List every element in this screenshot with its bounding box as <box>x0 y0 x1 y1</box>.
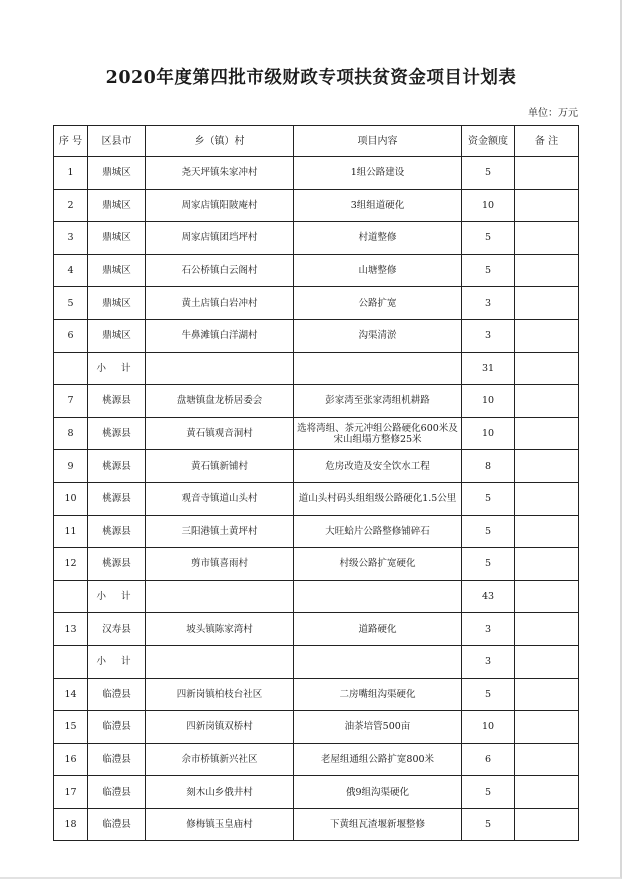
cell-no: 17 <box>54 776 88 809</box>
cell-county: 桃源县 <box>88 385 146 418</box>
cell-note <box>515 287 579 320</box>
cell-county: 桃源县 <box>88 548 146 581</box>
cell-village: 尧天坪镇朱家冲村 <box>146 157 294 190</box>
table-row <box>54 482 579 515</box>
cell-village: 黄石镇观音洞村 <box>146 417 294 450</box>
table-row <box>54 157 579 190</box>
header-no: 序 号 <box>54 126 88 157</box>
funding-plan-table <box>53 125 579 841</box>
cell-village: 周家店镇阳陂庵村 <box>146 189 294 222</box>
cell-note <box>515 352 579 385</box>
cell-no: 18 <box>54 808 88 841</box>
table-row <box>54 450 579 483</box>
unit-label: 单位：万元 <box>528 108 578 119</box>
table-row <box>54 678 579 711</box>
cell-no: 16 <box>54 743 88 776</box>
cell-village: 刻木山乡俄井村 <box>146 776 294 809</box>
cell-amount: 6 <box>462 743 515 776</box>
table-row <box>54 548 579 581</box>
cell-amount: 5 <box>462 222 515 255</box>
cell-amount: 31 <box>462 352 515 385</box>
cell-county: 小 计 <box>88 645 146 678</box>
cell-no: 9 <box>54 450 88 483</box>
cell-village: 四新岗镇柏枝台社区 <box>146 678 294 711</box>
cell-village: 黄石镇新铺村 <box>146 450 294 483</box>
cell-village: 黄土店镇白岩冲村 <box>146 287 294 320</box>
cell-note <box>515 678 579 711</box>
table-header-row <box>54 126 579 157</box>
cell-village: 石公桥镇白云阁村 <box>146 254 294 287</box>
cell-no: 10 <box>54 482 88 515</box>
table-row <box>54 743 579 776</box>
cell-content: 选将湾组、茶元冲组公路硬化600米及宋山组塌方整修25米 <box>294 417 462 450</box>
header-village: 乡（镇）村 <box>146 126 294 157</box>
cell-amount: 5 <box>462 157 515 190</box>
cell-note <box>515 808 579 841</box>
cell-content: 沟渠清淤 <box>294 319 462 352</box>
cell-amount: 8 <box>462 450 515 483</box>
cell-village <box>146 352 294 385</box>
cell-village: 剪市镇喜雨村 <box>146 548 294 581</box>
cell-no: 7 <box>54 385 88 418</box>
header-content: 项目内容 <box>294 126 462 157</box>
cell-county: 临澧县 <box>88 711 146 744</box>
cell-county: 小 计 <box>88 352 146 385</box>
cell-content: 二房嘴组沟渠硬化 <box>294 678 462 711</box>
cell-county: 鼎城区 <box>88 287 146 320</box>
cell-village: 周家店镇团垱坪村 <box>146 222 294 255</box>
cell-no: 3 <box>54 222 88 255</box>
cell-county: 鼎城区 <box>88 189 146 222</box>
cell-county: 临澧县 <box>88 776 146 809</box>
cell-amount: 43 <box>462 580 515 613</box>
cell-amount: 5 <box>462 808 515 841</box>
cell-content: 山塘整修 <box>294 254 462 287</box>
cell-content: 3组组道硬化 <box>294 189 462 222</box>
cell-note <box>515 385 579 418</box>
cell-no: 1 <box>54 157 88 190</box>
cell-village: 坡头镇陈家湾村 <box>146 613 294 646</box>
cell-no: 11 <box>54 515 88 548</box>
cell-county: 桃源县 <box>88 515 146 548</box>
page-title: 2020年度第四批市级财政专项扶贫资金项目计划表 <box>105 68 517 88</box>
cell-county: 临澧县 <box>88 808 146 841</box>
cell-note <box>515 482 579 515</box>
subtotal-row <box>54 645 579 678</box>
header-note: 备 注 <box>515 126 579 157</box>
cell-no: 14 <box>54 678 88 711</box>
cell-no <box>54 580 88 613</box>
cell-amount: 5 <box>462 254 515 287</box>
cell-content: 村道整修 <box>294 222 462 255</box>
table-row <box>54 776 579 809</box>
cell-content: 彭家湾至张家湾组机耕路 <box>294 385 462 418</box>
table-row <box>54 417 579 450</box>
table-row <box>54 287 579 320</box>
table-row <box>54 808 579 841</box>
cell-content: 1组公路建设 <box>294 157 462 190</box>
cell-county: 桃源县 <box>88 417 146 450</box>
cell-county: 鼎城区 <box>88 157 146 190</box>
cell-note <box>515 645 579 678</box>
cell-content <box>294 352 462 385</box>
cell-amount: 10 <box>462 711 515 744</box>
cell-county: 临澧县 <box>88 743 146 776</box>
cell-village: 观音寺镇道山头村 <box>146 482 294 515</box>
cell-content: 老屋组通组公路扩宽800米 <box>294 743 462 776</box>
cell-content: 道山头村码头组组级公路硬化1.5公里 <box>294 482 462 515</box>
cell-village: 佘市桥镇新兴社区 <box>146 743 294 776</box>
cell-county: 桃源县 <box>88 450 146 483</box>
cell-no <box>54 645 88 678</box>
cell-amount: 5 <box>462 678 515 711</box>
cell-village: 修梅镇玉皇庙村 <box>146 808 294 841</box>
cell-note <box>515 743 579 776</box>
table-row <box>54 254 579 287</box>
cell-village <box>146 580 294 613</box>
cell-note <box>515 417 579 450</box>
cell-amount: 5 <box>462 776 515 809</box>
cell-no: 2 <box>54 189 88 222</box>
table-row <box>54 613 579 646</box>
header-amount: 资金额度 <box>462 126 515 157</box>
cell-amount: 5 <box>462 482 515 515</box>
subtotal-row <box>54 580 579 613</box>
cell-content: 道路硬化 <box>294 613 462 646</box>
cell-note <box>515 711 579 744</box>
cell-amount: 5 <box>462 515 515 548</box>
cell-note <box>515 776 579 809</box>
cell-county: 鼎城区 <box>88 222 146 255</box>
cell-no: 13 <box>54 613 88 646</box>
cell-county: 鼎城区 <box>88 319 146 352</box>
cell-village <box>146 645 294 678</box>
cell-county: 汉寿县 <box>88 613 146 646</box>
cell-county: 小 计 <box>88 580 146 613</box>
cell-content <box>294 645 462 678</box>
cell-village: 盘塘镇盘龙桥居委会 <box>146 385 294 418</box>
cell-no: 8 <box>54 417 88 450</box>
cell-content: 大旺蛤片公路整修铺碎石 <box>294 515 462 548</box>
cell-no: 12 <box>54 548 88 581</box>
cell-village: 牛鼻滩镇白洋湖村 <box>146 319 294 352</box>
cell-note <box>515 580 579 613</box>
table-row <box>54 319 579 352</box>
cell-amount: 5 <box>462 548 515 581</box>
cell-county: 临澧县 <box>88 678 146 711</box>
cell-no: 5 <box>54 287 88 320</box>
table-row <box>54 189 579 222</box>
cell-county: 鼎城区 <box>88 254 146 287</box>
cell-note <box>515 189 579 222</box>
table-row <box>54 222 579 255</box>
cell-note <box>515 254 579 287</box>
cell-amount: 3 <box>462 645 515 678</box>
cell-amount: 3 <box>462 613 515 646</box>
cell-note <box>515 222 579 255</box>
cell-amount: 10 <box>462 385 515 418</box>
cell-content: 公路扩宽 <box>294 287 462 320</box>
cell-content: 油茶培管500亩 <box>294 711 462 744</box>
cell-amount: 3 <box>462 319 515 352</box>
cell-content <box>294 580 462 613</box>
table-row <box>54 515 579 548</box>
cell-content: 危房改造及安全饮水工程 <box>294 450 462 483</box>
cell-note <box>515 613 579 646</box>
cell-note <box>515 157 579 190</box>
cell-no: 15 <box>54 711 88 744</box>
cell-note <box>515 548 579 581</box>
cell-amount: 10 <box>462 417 515 450</box>
table-row <box>54 711 579 744</box>
cell-amount: 10 <box>462 189 515 222</box>
cell-content: 村级公路扩宽硬化 <box>294 548 462 581</box>
cell-no <box>54 352 88 385</box>
cell-note <box>515 319 579 352</box>
header-county: 区县市 <box>88 126 146 157</box>
cell-content: 下黄组瓦渣堰新堰整修 <box>294 808 462 841</box>
cell-county: 桃源县 <box>88 482 146 515</box>
cell-village: 四新岗镇双桥村 <box>146 711 294 744</box>
table-row <box>54 385 579 418</box>
cell-village: 三阳港镇土黄坪村 <box>146 515 294 548</box>
subtotal-row <box>54 352 579 385</box>
cell-note <box>515 450 579 483</box>
cell-content: 俄9组沟渠硬化 <box>294 776 462 809</box>
cell-no: 6 <box>54 319 88 352</box>
cell-note <box>515 515 579 548</box>
cell-no: 4 <box>54 254 88 287</box>
cell-amount: 3 <box>462 287 515 320</box>
